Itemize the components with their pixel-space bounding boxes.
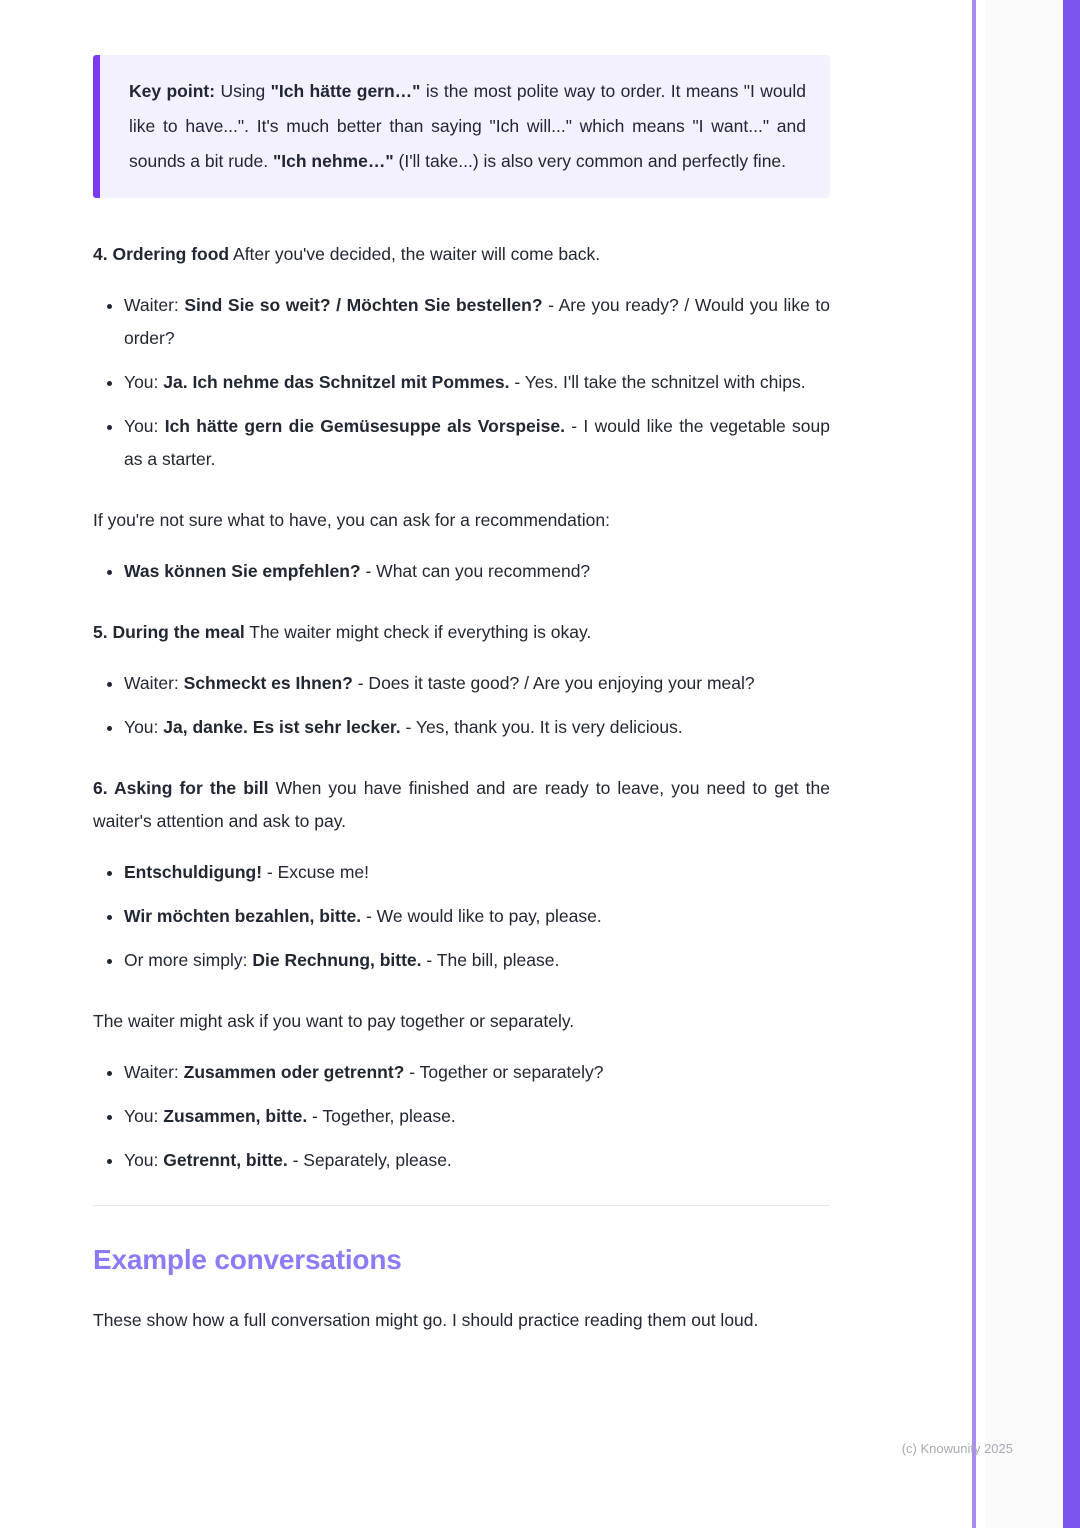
- pay-note: The waiter might ask if you want to pay together or separately.: [93, 1011, 575, 1031]
- key-point-text: Key point: Using "Ich hätte gern…" is the most polite way to order. It means "I would like to have...". It's much better than saying "Ich will..." which means "I want..." and sounds a bit rude. "Ich nehme…" (I'll take...) is also very common and perfectly fine.: [129, 81, 806, 171]
- recommendation-list: [93, 555, 830, 588]
- document-content: [93, 55, 830, 1337]
- list-item: • You: Ja. Ich nehme das Schnitzel mit Pommes. - Yes. I'll take the schnitzel with chips.: [124, 366, 830, 399]
- list-item: • You: Zusammen, bitte. - Together, please.: [124, 1100, 830, 1133]
- section-bill-heading: 6. Asking for the bill When you have finished and are ready to leave, you need to get the waiter's attention and ask to pay.: [93, 778, 830, 831]
- list-item: • You: Ja, danke. Es ist sehr lecker. - Yes, thank you. It is very delicious.: [124, 711, 830, 744]
- section-ordering-heading: 4. Ordering food After you've decided, the waiter will come back.: [93, 244, 601, 264]
- section-during-meal-heading: 5. During the meal The waiter might check if everything is okay.: [93, 622, 592, 642]
- example-conversations-intro: These show how a full conversation might go. I should practice reading them out loud.: [93, 1310, 759, 1330]
- list-item: • You: Getrennt, bitte. - Separately, please.: [124, 1144, 830, 1177]
- ordering-list: [93, 289, 830, 476]
- bill-list: [93, 856, 830, 977]
- scrollbar[interactable]: [1063, 0, 1080, 1528]
- during-meal-list: [93, 667, 830, 744]
- example-conversations-heading: Example conversations: [93, 1244, 402, 1275]
- list-item: • Was können Sie empfehlen? - What can you recommend?: [124, 555, 830, 588]
- watermark: (c) Knowunity 2025: [901, 1441, 1013, 1456]
- list-item: • Wir möchten bezahlen, bitte. - We would like to pay, please.: [124, 900, 830, 933]
- key-point-callout: [93, 55, 830, 198]
- pay-list: [93, 1056, 830, 1177]
- list-item: • Waiter: Zusammen oder getrennt? - Together or separately?: [124, 1056, 830, 1089]
- list-item: • Waiter: Schmeckt es Ihnen? - Does it taste good? / Are you enjoying your meal?: [124, 667, 830, 700]
- section-divider: [93, 1205, 830, 1206]
- recommendation-note: If you're not sure what to have, you can ask for a recommendation:: [93, 510, 610, 530]
- list-item: • Entschuldigung! - Excuse me!: [124, 856, 830, 889]
- list-item: • Waiter: Sind Sie so weit? / Möchten Sie bestellen? - Are you ready? / Would you like to order?: [124, 289, 830, 355]
- page-edge-line: [972, 0, 976, 1528]
- list-item: • You: Ich hätte gern die Gemüsesuppe als Vorspeise. - I would like the vegetable soup as a starter.: [124, 410, 830, 476]
- list-item: • Or more simply: Die Rechnung, bitte. - The bill, please.: [124, 944, 830, 977]
